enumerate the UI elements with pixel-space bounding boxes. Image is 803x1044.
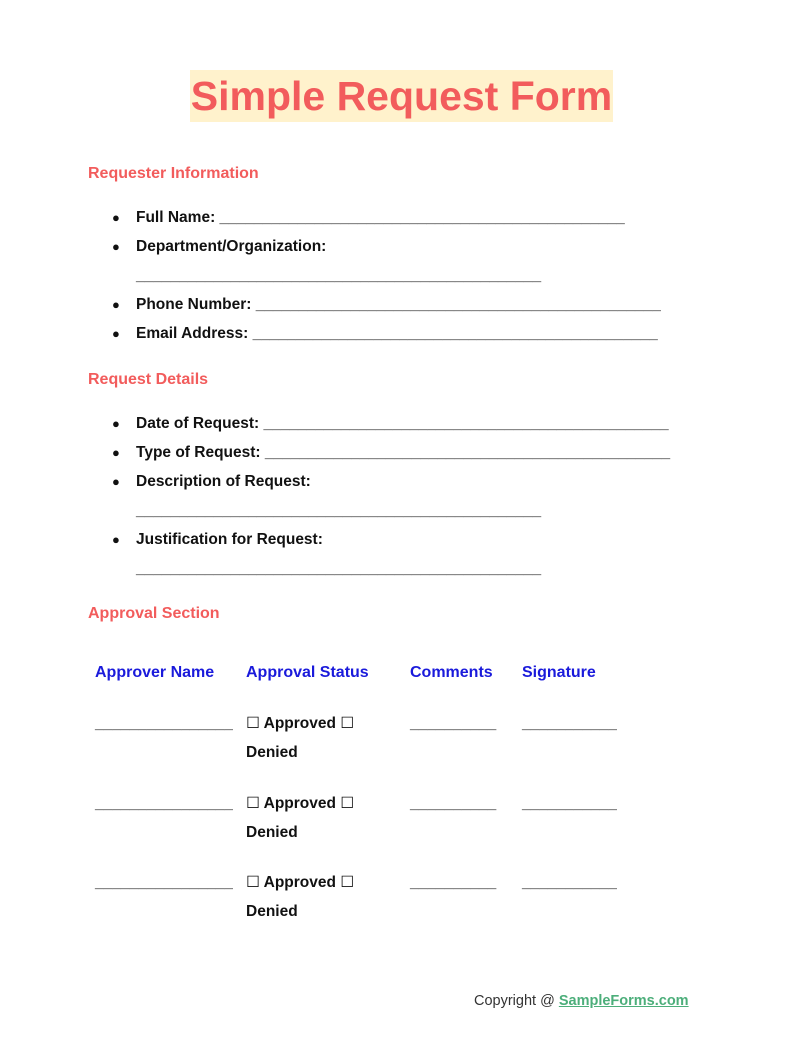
field-label: Phone Number: bbox=[136, 296, 252, 313]
bullet: ● bbox=[112, 239, 120, 254]
type-of-request-field[interactable] bbox=[0, 438, 803, 467]
signature-blank[interactable]: ___________ bbox=[522, 795, 617, 812]
signature-blank[interactable]: ___________ bbox=[522, 715, 617, 732]
field-label: Email Address: bbox=[136, 325, 249, 342]
request-details-heading: Request Details bbox=[88, 371, 209, 388]
department-blank[interactable]: _______________________________________________ bbox=[136, 267, 542, 284]
email-address-blank[interactable]: _______________________________________________ bbox=[252, 325, 658, 342]
field-label: Justification for Request: bbox=[136, 531, 323, 548]
comments-blank[interactable]: __________ bbox=[410, 715, 497, 732]
approver-name-blank[interactable]: ________________ bbox=[95, 795, 233, 812]
bullet: ● bbox=[112, 326, 120, 341]
bullet: ● bbox=[112, 210, 120, 225]
approval-status-options[interactable]: ☐ Approved ☐ Denied bbox=[246, 795, 355, 841]
field-label: Type of Request: bbox=[136, 444, 261, 461]
column-header-comments: Comments bbox=[410, 664, 493, 681]
column-header-approval-status: Approval Status bbox=[246, 664, 369, 681]
justification-blank[interactable]: _______________________________________________ bbox=[136, 560, 542, 577]
full-name-blank[interactable]: _______________________________________________ bbox=[219, 209, 625, 226]
comments-blank[interactable]: __________ bbox=[410, 795, 497, 812]
title-wrap bbox=[0, 70, 803, 122]
copyright-prefix: Copyright @ bbox=[474, 993, 559, 1009]
brand-link[interactable]: SampleForms.com bbox=[558, 993, 689, 1009]
approval-status-options[interactable]: ☐ Approved ☐ Denied bbox=[246, 715, 355, 761]
bullet: ● bbox=[112, 532, 120, 547]
bullet: ● bbox=[112, 474, 120, 489]
approval-section-heading: Approval Section bbox=[88, 605, 220, 622]
approver-name-blank[interactable]: ________________ bbox=[95, 715, 233, 732]
column-header-signature: Signature bbox=[522, 664, 596, 681]
field-label: Full Name: bbox=[136, 209, 216, 226]
phone-number-field[interactable] bbox=[0, 290, 803, 319]
approver-name-blank[interactable]: ________________ bbox=[95, 874, 233, 891]
department-field[interactable] bbox=[0, 232, 803, 290]
type-of-request-blank[interactable]: _______________________________________________ bbox=[264, 444, 671, 461]
approval-status-options[interactable]: ☐ Approved ☐ Denied bbox=[246, 874, 355, 920]
phone-number-blank[interactable]: _______________________________________________ bbox=[255, 296, 661, 313]
signature-blank[interactable]: ___________ bbox=[522, 874, 617, 891]
description-blank[interactable]: _______________________________________________ bbox=[136, 502, 542, 519]
bullet: ● bbox=[112, 297, 120, 312]
details-field-list bbox=[0, 409, 803, 583]
page-title: Simple Request Form bbox=[190, 70, 613, 122]
column-header-approver-name: Approver Name bbox=[95, 664, 215, 681]
comments-blank[interactable]: __________ bbox=[410, 874, 497, 891]
date-of-request-field[interactable] bbox=[0, 409, 803, 438]
justification-field[interactable] bbox=[0, 525, 803, 583]
description-field[interactable] bbox=[0, 467, 803, 525]
field-label: Date of Request: bbox=[136, 415, 260, 432]
field-label: Description of Request: bbox=[136, 473, 311, 490]
bullet: ● bbox=[112, 445, 120, 460]
copyright-footer bbox=[474, 993, 689, 1009]
requester-field-list bbox=[0, 203, 803, 348]
full-name-field[interactable] bbox=[0, 203, 803, 232]
bullet: ● bbox=[112, 416, 120, 431]
email-address-field[interactable] bbox=[0, 319, 803, 348]
field-label: Department/Organization: bbox=[136, 238, 327, 255]
date-of-request-blank[interactable]: _______________________________________________ bbox=[263, 415, 669, 432]
requester-section-heading: Requester Information bbox=[88, 165, 259, 182]
